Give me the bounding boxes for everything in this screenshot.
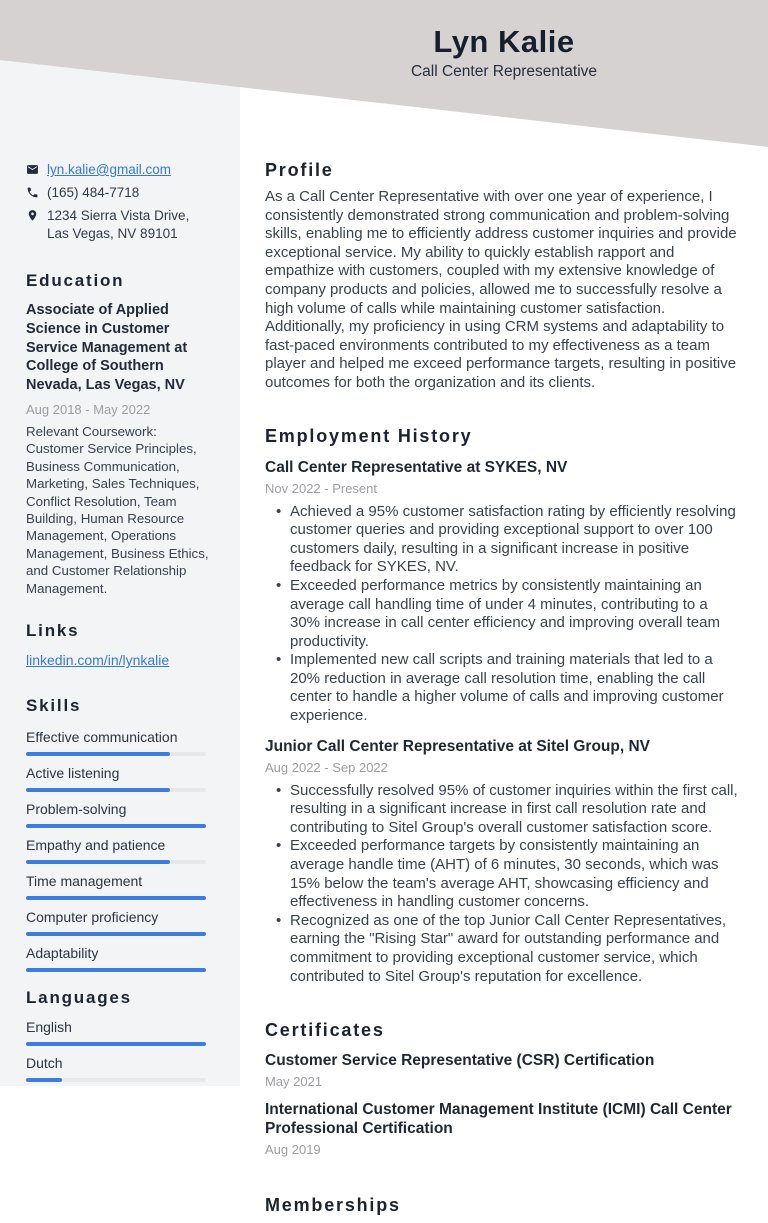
skill-bar-fill <box>26 932 206 936</box>
job-title: Call Center Representative at SYKES, NV <box>265 458 568 476</box>
job-bullet: • Successfully resolved 95% of customer inquiries within the first call, resulting in a significant increase in first call resolution rate and contributing to Sitel Group's overall customer satisfaction score. <box>290 782 741 838</box>
profile-heading: Profile <box>265 160 334 180</box>
languages-heading: Languages <box>26 988 132 1008</box>
skill-bar <box>26 932 206 936</box>
language-item <box>26 1055 212 1082</box>
education-details: Relevant Coursework: Customer Service Principles, Business Communication, Marketing, Sales Techniques, Conflict Resolution, Team Building, Human Resource Management, Operations Management, Business Ethics, and Customer Relationship Management. <box>26 423 209 596</box>
languages-section <box>26 988 212 1082</box>
language-bar <box>26 1042 206 1046</box>
header <box>240 24 768 82</box>
skill-bar-fill <box>26 824 206 828</box>
contact-email-row <box>26 161 212 179</box>
job-entry <box>265 458 741 726</box>
contact-section <box>26 161 212 243</box>
education-heading: Education <box>26 271 125 290</box>
skill-bar-fill <box>26 896 206 900</box>
contact-address-row <box>26 207 212 243</box>
skill-bar-fill <box>26 788 170 792</box>
language-label: Dutch <box>26 1055 63 1072</box>
skill-label: Adaptability <box>26 945 99 962</box>
certificate-title: Customer Service Representative (CSR) Certification <box>265 1052 655 1070</box>
language-bar-fill <box>26 1042 206 1046</box>
education-section <box>26 271 212 597</box>
certificate-date: May 2021 <box>265 1073 323 1089</box>
memberships-section <box>265 1195 741 1216</box>
skill-bar <box>26 752 206 756</box>
job-dates: Aug 2022 - Sep 2022 <box>265 759 388 775</box>
job-bullet: • Implemented new call scripts and training materials that led to a 20% reduction in average call resolution time, enabling the call center to handle a higher volume of calls and improving customer experience. <box>290 651 741 725</box>
skill-bar <box>26 968 206 972</box>
skill-bar-fill <box>26 968 206 972</box>
phone-icon <box>26 186 39 199</box>
skill-bar-fill <box>26 860 170 864</box>
language-bar <box>26 1078 206 1082</box>
links-heading: Links <box>26 621 80 641</box>
memberships-heading: Memberships <box>265 1194 401 1215</box>
skill-bar <box>26 788 206 792</box>
links-section <box>26 621 212 670</box>
language-bar-fill <box>26 1078 62 1082</box>
skill-label: Time management <box>26 873 143 890</box>
job-bullet: • Recognized as one of the top Junior Call Center Representatives, earning the "Rising Star" award for outstanding performance and commitment to providing exceptional customer service, which contributed to Sitel Group's reputation for excellence. <box>290 912 741 986</box>
profile-section <box>265 160 741 393</box>
job-bullet-list <box>265 782 741 987</box>
skill-label: Active listening <box>26 765 120 782</box>
sidebar <box>26 0 212 1091</box>
job-bullet: • Exceeded performance metrics by consistently maintaining an average call handling time of under 4 minutes, contributing to a 30% increase in call center efficiency and improving overall team productivity. <box>290 577 741 651</box>
job-title: Junior Call Center Representative at Sitel Group, NV <box>265 737 651 755</box>
education-degree: Associate of Applied Science in Customer Service Management at College of Southern Nevada, Las Vegas, NV <box>26 302 188 394</box>
skill-label: Effective communication <box>26 729 178 746</box>
employment-heading: Employment History <box>265 425 473 446</box>
certificates-section <box>265 1020 741 1158</box>
skill-bar-fill <box>26 752 170 756</box>
address-text: 1234 Sierra Vista Drive, Las Vegas, NV 89101 <box>47 208 190 241</box>
language-item <box>26 1019 212 1046</box>
skill-item <box>26 945 212 972</box>
mail-icon <box>26 163 39 176</box>
certificate-entry <box>265 1051 741 1090</box>
certificates-heading: Certificates <box>265 1020 385 1041</box>
skill-item <box>26 765 212 792</box>
skill-item <box>26 729 212 756</box>
skill-item <box>26 801 212 828</box>
job-bullet-list <box>265 503 741 726</box>
job-entry <box>265 737 741 987</box>
main-content <box>265 160 741 1223</box>
map-pin-icon <box>26 209 39 222</box>
job-dates: Nov 2022 - Present <box>265 480 378 496</box>
skill-item <box>26 837 212 864</box>
skills-section <box>26 696 212 972</box>
employment-section <box>265 426 741 987</box>
profile-text: As a Call Center Representative with over one year of experience, I consistently demonstrated strong communication and problem-solving skills, enabling me to efficiently address customer inquiries and provide exceptional service. My ability to quickly establish rapport and empathize with customers, coupled with my extensive knowledge of company products and policies, allowed me to successfully resolve a high volume of calls while maintaining customer satisfaction. Additionally, my proficiency in using CRM systems and adaptability to fast-paced environments contributed to my effectiveness as a team player and helped me exceed performance targets, resulting in positive outcomes for both the organization and its clients. <box>265 188 737 391</box>
language-label: English <box>26 1019 72 1036</box>
skill-label: Computer proficiency <box>26 909 159 926</box>
skill-item <box>26 909 212 936</box>
skill-label: Problem-solving <box>26 801 127 818</box>
certificate-date: Aug 2019 <box>265 1141 321 1157</box>
certificate-title: International Customer Management Institute (ICMI) Call Center Professional Certification <box>265 1100 732 1138</box>
linkedin-link[interactable]: linkedin.com/in/lynkalie <box>26 652 170 669</box>
job-bullet: • Exceeded performance targets by consistently maintaining an average handle time (AHT) of 6 minutes, 30 seconds, which was 15% below the team's average AHT, showcasing efficiency and effectiveness in handling customer concerns. <box>290 837 741 911</box>
person-name: Lyn Kalie <box>433 24 575 59</box>
skill-bar <box>26 824 206 828</box>
person-job-title: Call Center Representative <box>410 63 598 80</box>
certificate-entry <box>265 1100 741 1158</box>
contact-phone-row <box>26 184 212 202</box>
job-bullet: • Achieved a 95% customer satisfaction rating by efficiently resolving customer queries and providing exceptional support to over 100 customers daily, resulting in a significant increase in positive feedback for SYKES, NV. <box>290 503 741 577</box>
education-dates: Aug 2018 - May 2022 <box>26 401 151 417</box>
skill-label: Empathy and patience <box>26 837 166 854</box>
phone-number: (165) 484-7718 <box>47 185 140 200</box>
skills-heading: Skills <box>26 696 82 716</box>
skill-item <box>26 873 212 900</box>
skill-bar <box>26 860 206 864</box>
skill-bar <box>26 896 206 900</box>
email-link[interactable]: lyn.kalie@gmail.com <box>47 162 171 177</box>
